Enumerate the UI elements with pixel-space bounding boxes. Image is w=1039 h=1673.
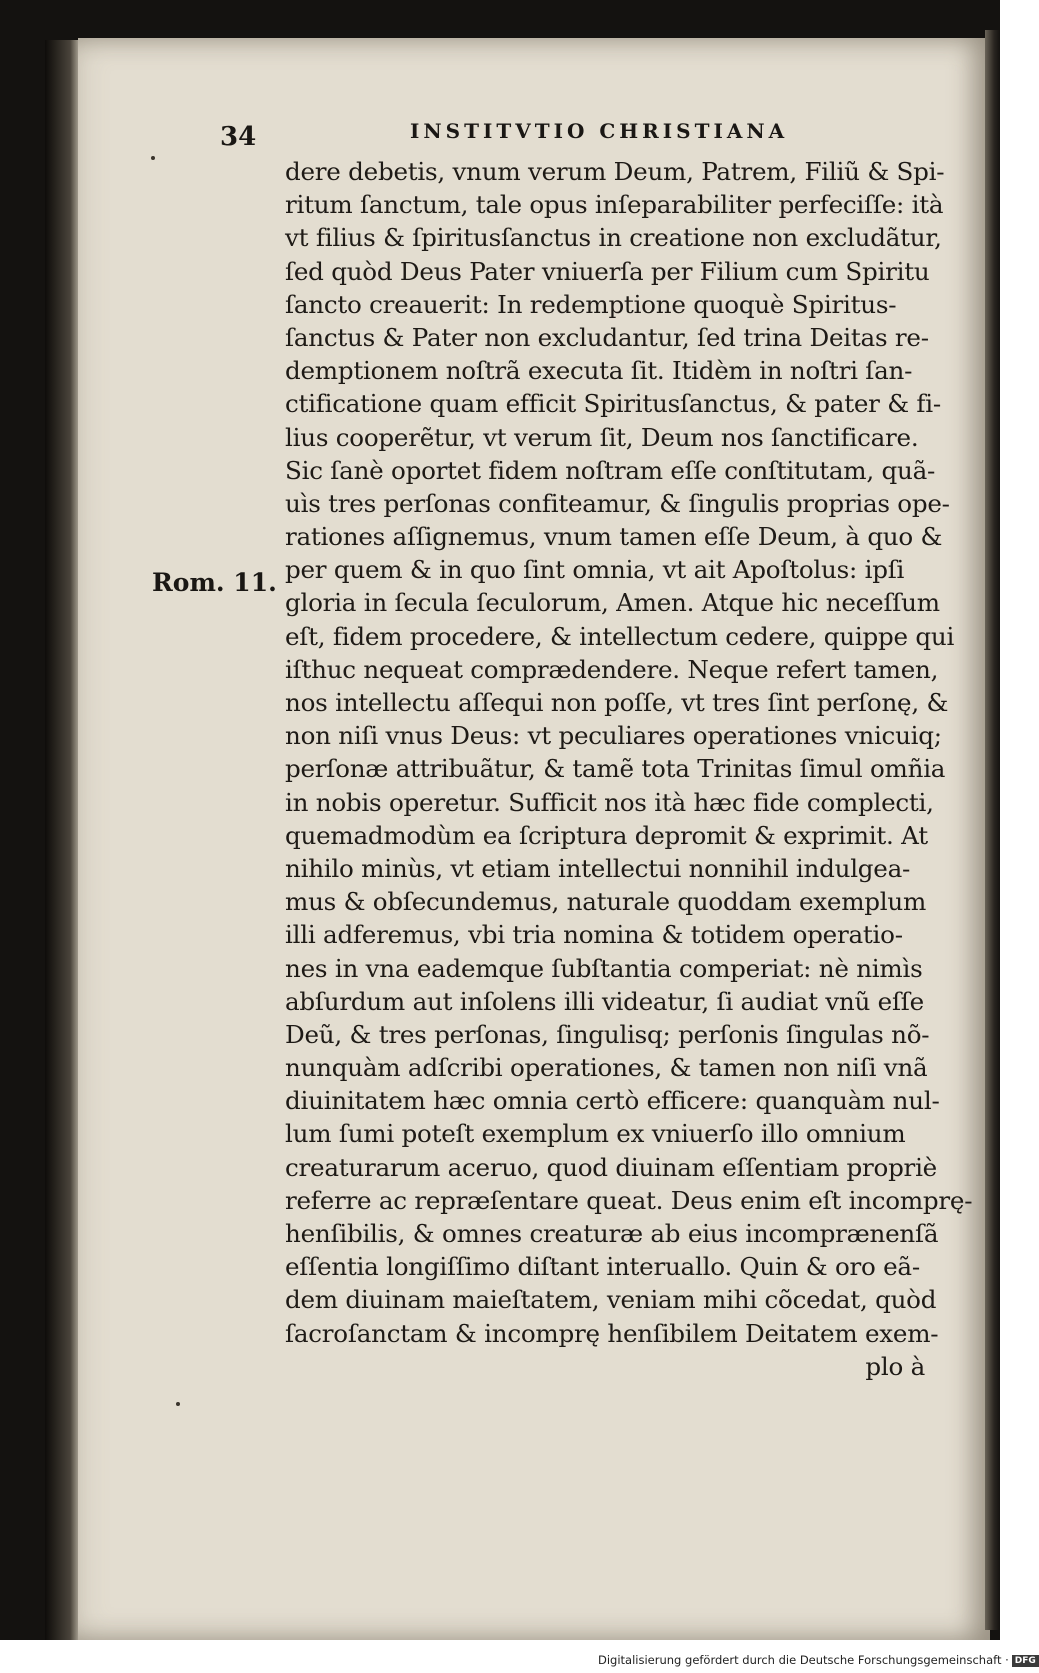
text-line: ſed quòd Deus Pater vniuerſa per Filium cum Spiritu: [285, 256, 930, 286]
text-line: uìs tres perſonas confiteamur, & ſingulis proprias ope-: [285, 488, 950, 518]
text-line: Deũ, & tres perſonas, ſingulisq; perſonis ſingulas nõ-: [285, 1019, 930, 1049]
text-line: ritum ſanctum, tale opus inſeparabiliter perfeciſſe: ità: [285, 190, 944, 220]
body-text: [285, 155, 973, 1383]
text-line: lum ſumi poteſt exemplum ex vniuerſo illo omnium: [285, 1119, 906, 1149]
text-line: referre ac repræſentare queat. Deus enim eſt incomprę-: [285, 1185, 973, 1215]
text-line: in nobis operetur. Sufficit nos ità hæc fide complecti,: [285, 787, 934, 817]
page-number: 34: [220, 122, 257, 152]
text-line: nihilo minùs, vt etiam intellectui nonnihil indulgea-: [285, 853, 911, 883]
dfg-logo: DFG: [1012, 1655, 1039, 1667]
text-line: non niſi vnus Deus: vt peculiares operationes vnicuiq;: [285, 721, 942, 751]
text-line: vt filius & ſpiritusſanctus in creatione non excludãtur,: [285, 223, 942, 253]
text-line: nos intellectu aſſequi non poſſe, vt tres ſint perſonę, &: [285, 688, 949, 717]
text-line: ctificatione quam efficit Spiritusſanctus, & pater & fi-: [285, 389, 941, 419]
text-line: mus & obſecundemus, naturale quoddam exemplum: [285, 887, 927, 917]
binding-shadow: [45, 40, 81, 1640]
text-line: demptionem noſtrã executa ſit. Itidèm in noſtri ſan-: [285, 356, 913, 386]
text-line: dem diuinam maieſtatem, veniam mihi cõcedat, quòd: [285, 1285, 937, 1315]
text-line: eſſentia longiſſimo diſtant interuallo. Quin & oro eã-: [285, 1252, 920, 1282]
text-line: abſurdum aut inſolens illi videatur, ſi audiat vnũ eſſe: [285, 986, 924, 1016]
text-line: perſonæ attribuãtur, & tamẽ tota Trinitas ſimul omñia: [285, 754, 946, 784]
text-line: diuinitatem hæc omnia certò efficere: quanquàm nul-: [285, 1086, 940, 1116]
running-head-title: INSTITVTIO CHRISTIANA: [410, 119, 789, 143]
text-line: rationes aſſignemus, vnum tamen eſſe Deum, à quo &: [285, 522, 943, 552]
text-line: ſancto creauerit: In redemptione quoquè Spiritus-: [285, 289, 897, 319]
credit-text: Digitalisierung gefördert durch die Deutsche Forschungsgemeinschaft ·: [598, 1653, 1009, 1667]
text-line: nunquàm adſcribi operationes, & tamen non niſi vnã: [285, 1053, 928, 1083]
text-line: per quem & in quo ſint omnia, vt ait Apoſtolus: ipſi: [285, 555, 905, 585]
text-line: ſacroſanctam & incomprę henſibilem Deitatem exem-: [285, 1318, 939, 1348]
ink-speck: [151, 156, 155, 160]
ink-speck: [176, 1402, 180, 1406]
text-line: nes in vna eademque ſubſtantia comperiat: nè nimìs: [285, 953, 923, 983]
text-line: creaturarum aceruo, quod diuinam eſſentiam propriè: [285, 1152, 937, 1182]
text-line: eſt, fidem procedere, & intellectum cedere, quippe qui: [285, 621, 955, 651]
text-line: ſanctus & Pater non excludantur, ſed trina Deitas re-: [285, 322, 929, 352]
digitization-credit: [598, 1653, 1036, 1671]
page-edge: [985, 30, 1000, 1630]
catchword: plo à: [865, 1351, 925, 1381]
text-line: gloria in ſecula ſeculorum, Amen. Atque hic neceſſum: [285, 588, 940, 618]
margin-note: Rom. 11.: [152, 568, 277, 597]
text-line: iſthuc nequeat comprædendere. Neque refert tamen,: [285, 654, 939, 684]
text-line: dere debetis, vnum verum Deum, Patrem, Filiũ & Spi-: [285, 157, 945, 186]
text-line: Sic ſanè oportet fidem noſtram eſſe conſtitutam, quã-: [285, 455, 936, 485]
text-line: lius cooperẽtur, vt verum ſit, Deum nos ſanctificare.: [285, 422, 919, 452]
text-line: henſibilis, & omnes creaturæ ab eius incomprænenſã: [285, 1219, 939, 1248]
text-line: illi adferemus, vbi tria nomina & totidem operatio-: [285, 920, 903, 950]
text-line: quemadmodùm ea ſcriptura depromit & exprimit. At: [285, 820, 928, 850]
